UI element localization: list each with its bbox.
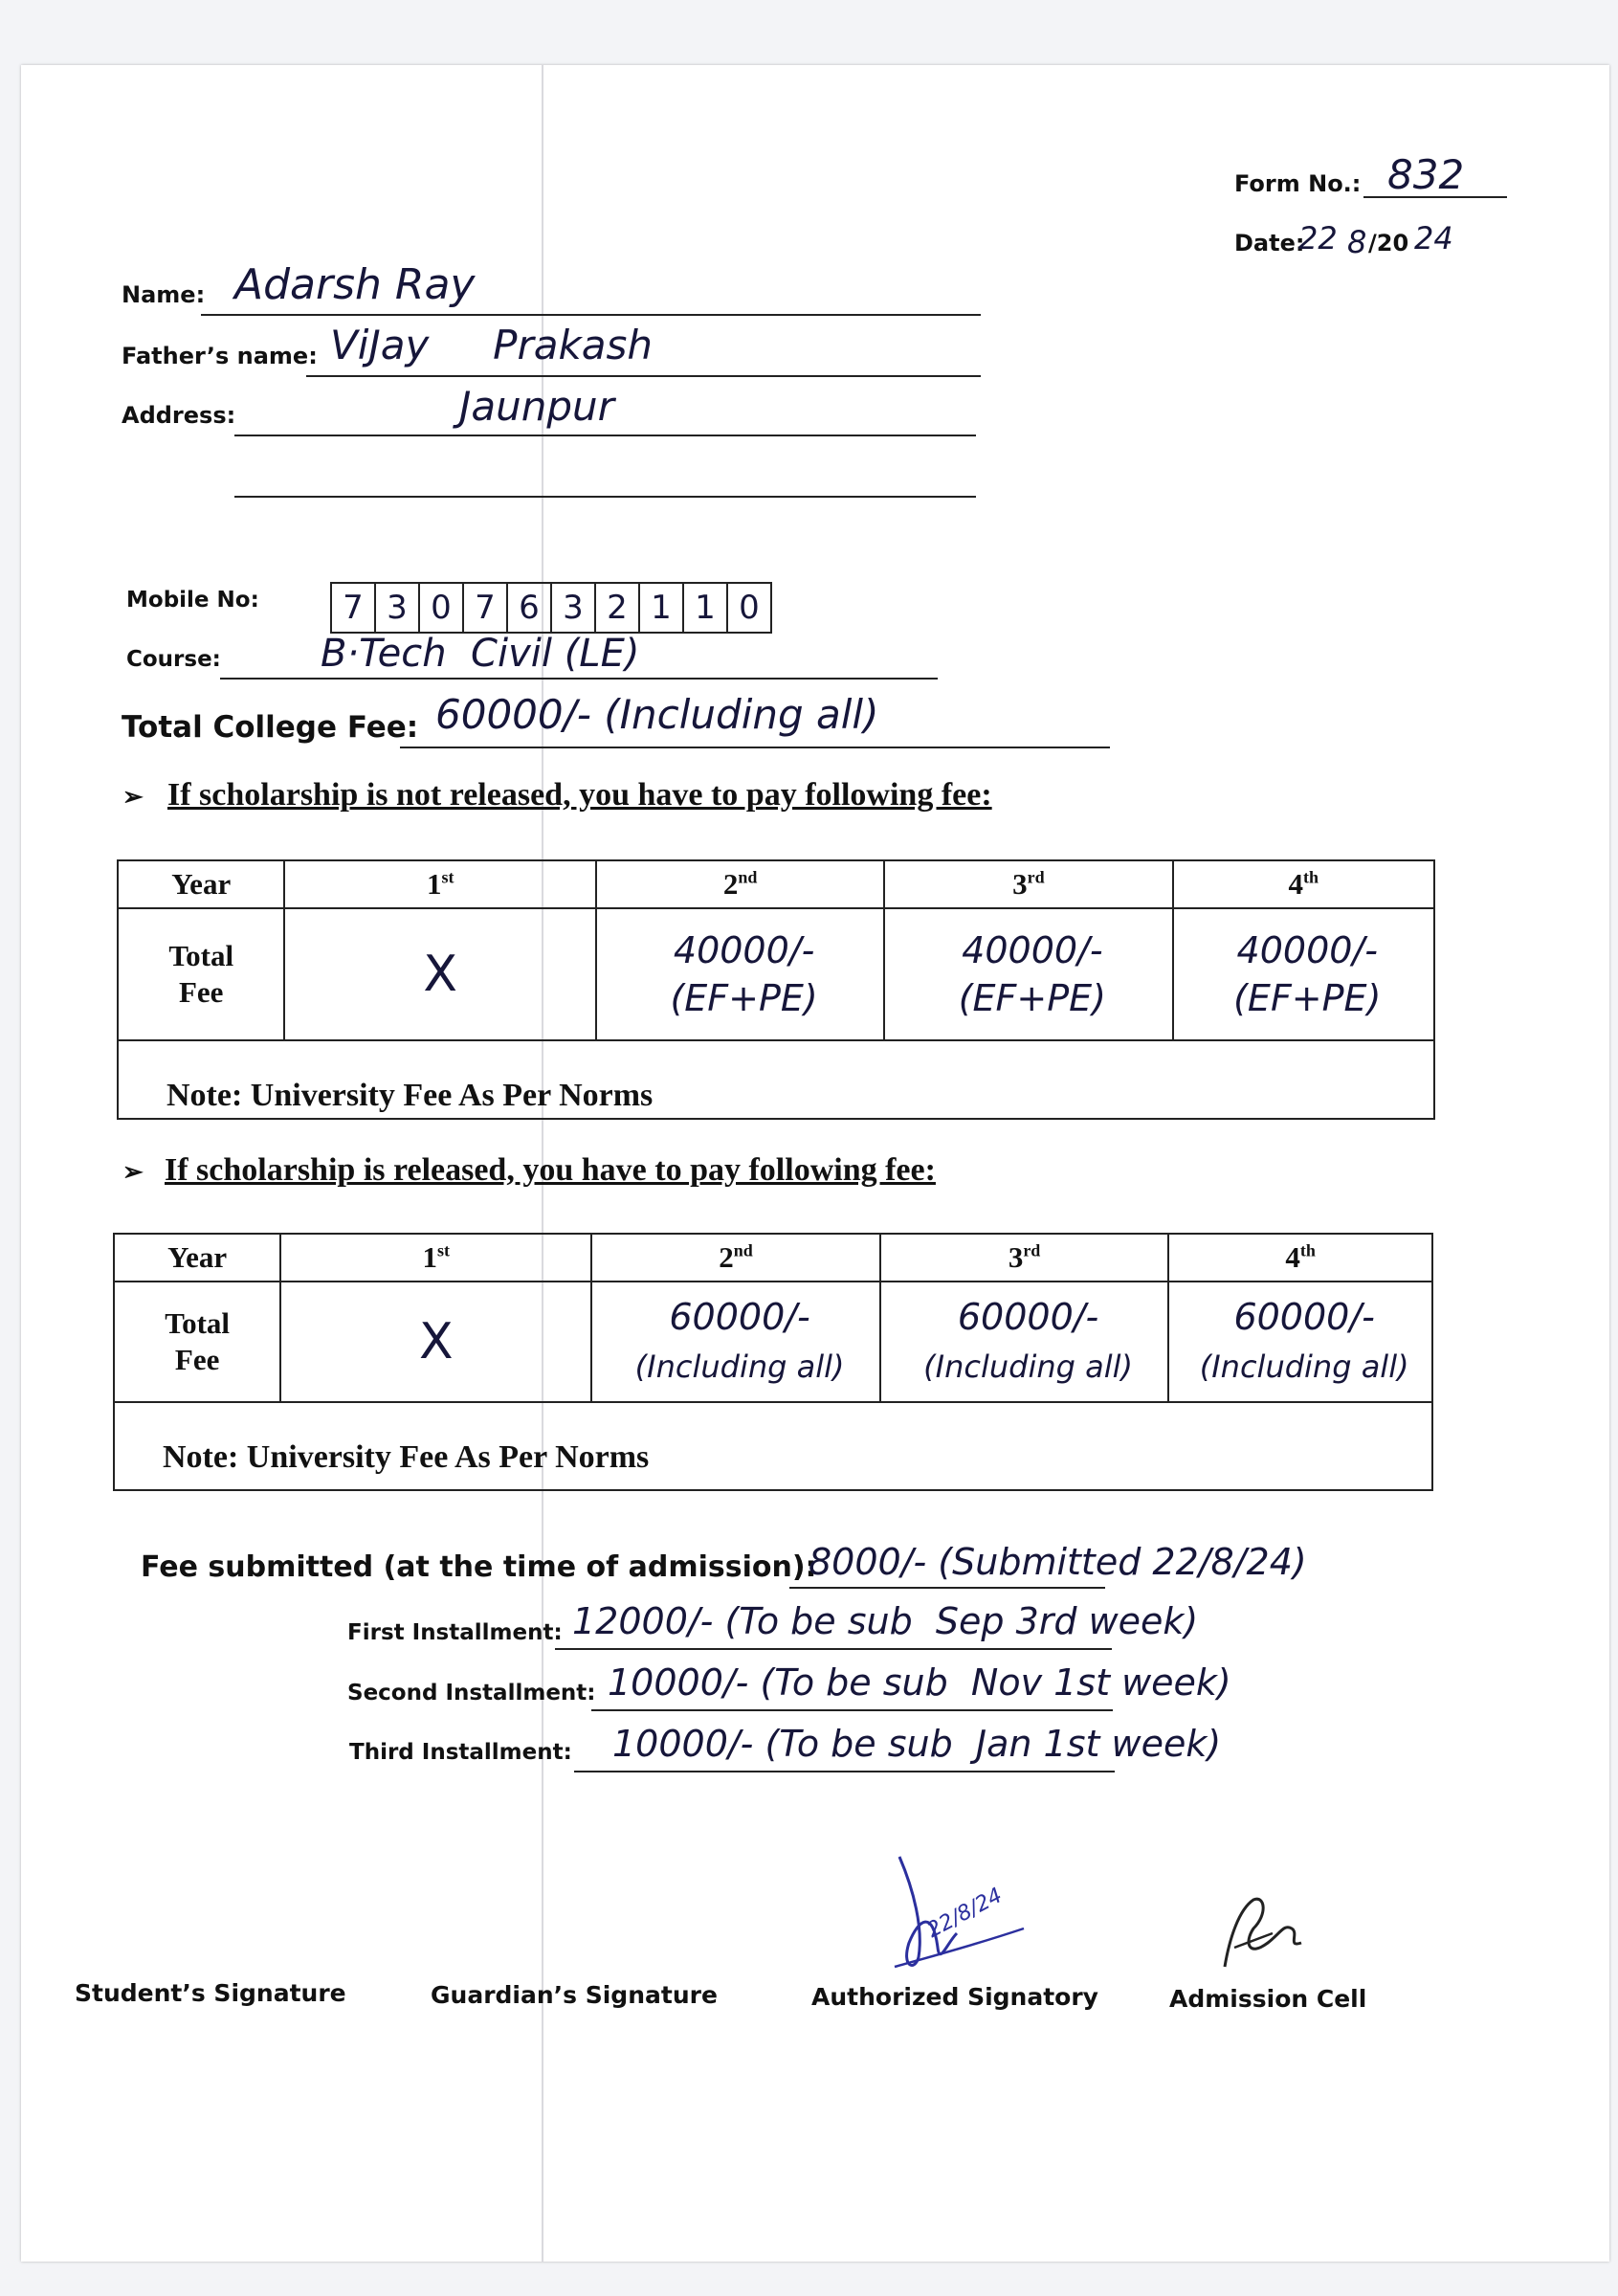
total-fee-line	[400, 747, 1110, 748]
section-not-released-heading: If scholarship is not released, you have to pay following fee:	[167, 777, 992, 813]
name-line	[201, 314, 981, 316]
admission-cell-label: Admission Cell	[1169, 1985, 1367, 2013]
year-3-header: 3rd	[884, 860, 1172, 908]
year-2-header: 2nd	[596, 860, 884, 908]
year-3-fee: 40000/- (EF+PE)	[884, 908, 1172, 1040]
mobile-digit-box: 2	[594, 582, 640, 634]
second-installment-label: Second Installment:	[347, 1681, 596, 1705]
mobile-digit-box: 1	[638, 582, 684, 634]
mobile-label: Mobile No:	[126, 588, 259, 613]
year-2-fee: 40000/- (EF+PE)	[596, 908, 884, 1040]
date-label: Date:	[1234, 230, 1305, 256]
year-3-fee: 60000/- (Including all)	[880, 1282, 1169, 1402]
mobile-digit-box: 7	[330, 582, 376, 634]
address-line-1	[234, 435, 976, 436]
total-fee-row-label: Total Fee	[114, 1282, 280, 1402]
father-name-value: ViJay Prakash	[330, 322, 654, 368]
first-installment-line	[555, 1648, 1112, 1650]
second-installment-line	[591, 1709, 1113, 1711]
mobile-digit-box: 3	[550, 582, 596, 634]
year-4-header: 4th	[1173, 860, 1434, 908]
date-day: 22	[1298, 220, 1338, 256]
admission-cell-signature-scribble	[1196, 1890, 1320, 1976]
year-3-header: 3rd	[880, 1234, 1169, 1282]
father-name-label: Father’s name:	[122, 343, 318, 369]
mobile-number-boxes	[330, 582, 770, 634]
course-value: B·Tech Civil (LE)	[321, 632, 640, 676]
mobile-digit-box: 6	[506, 582, 552, 634]
father-name-line	[306, 375, 981, 377]
name-value: Adarsh Ray	[234, 260, 476, 309]
year-1-fee: X	[280, 1282, 591, 1402]
mobile-digit-box: 3	[374, 582, 420, 634]
year-2-fee: 60000/- (Including all)	[591, 1282, 880, 1402]
section-released-heading: If scholarship is released, you have to pay following fee:	[165, 1152, 936, 1188]
course-label: Course:	[126, 647, 221, 672]
mobile-digit-box: 0	[726, 582, 772, 634]
date-year-prefix: /20	[1368, 230, 1409, 256]
year-4-fee: 60000/- (Including all)	[1168, 1282, 1432, 1402]
fee-submitted-label: Fee submitted (at the time of admission):	[141, 1550, 817, 1584]
bullet-arrow-icon: ➢	[122, 783, 144, 811]
authorized-signature-date: 22/8/24	[923, 1884, 1007, 1944]
third-installment-line	[574, 1771, 1115, 1772]
form-no-label: Form No.:	[1234, 170, 1362, 197]
total-fee-label: Total College Fee:	[122, 710, 419, 745]
address-label: Address:	[122, 402, 236, 429]
year-header: Year	[114, 1234, 280, 1282]
total-fee-value: 60000/- (Including all)	[435, 691, 879, 738]
date-month: 8	[1347, 224, 1367, 260]
third-installment-label: Third Installment:	[349, 1740, 572, 1765]
bullet-arrow-icon: ➢	[122, 1158, 144, 1186]
year-1-header: 1st	[284, 860, 596, 908]
fee-table-released	[113, 1233, 1433, 1491]
mobile-digit-box: 0	[418, 582, 464, 634]
third-installment-value: 10000/- (To be sub Jan 1st week)	[612, 1723, 1222, 1765]
guardian-signature-label: Guardian’s Signature	[431, 1981, 718, 2009]
student-signature-label: Student’s Signature	[75, 1979, 346, 2007]
university-fee-note: Note: University Fee As Per Norms	[118, 1040, 1434, 1119]
address-line-2	[234, 496, 976, 498]
fee-submitted-line	[789, 1587, 1105, 1589]
mobile-digit-box: 1	[682, 582, 728, 634]
fee-table-not-released	[117, 859, 1435, 1120]
second-installment-value: 10000/- (To be sub Nov 1st week)	[608, 1661, 1231, 1704]
address-value: Jaunpur	[459, 383, 614, 430]
date-year-suffix: 24	[1414, 220, 1453, 256]
year-4-header: 4th	[1168, 1234, 1432, 1282]
year-4-fee: 40000/- (EF+PE)	[1173, 908, 1434, 1040]
authorized-signatory-label: Authorized Signatory	[811, 1983, 1098, 2011]
university-fee-note: Note: University Fee As Per Norms	[114, 1402, 1432, 1490]
year-2-header: 2nd	[591, 1234, 880, 1282]
course-line	[220, 678, 938, 680]
year-header: Year	[118, 860, 284, 908]
year-1-header: 1st	[280, 1234, 591, 1282]
fee-submitted-value: 8000/- (Submitted 22/8/24)	[809, 1541, 1307, 1583]
form-no-value: 832	[1387, 151, 1465, 198]
first-installment-label: First Installment:	[347, 1620, 563, 1645]
name-label: Name:	[122, 281, 206, 308]
year-1-fee: X	[284, 908, 596, 1040]
total-fee-row-label: Total Fee	[118, 908, 284, 1040]
mobile-digit-box: 7	[462, 582, 508, 634]
first-installment-value: 12000/- (To be sub Sep 3rd week)	[572, 1600, 1199, 1642]
